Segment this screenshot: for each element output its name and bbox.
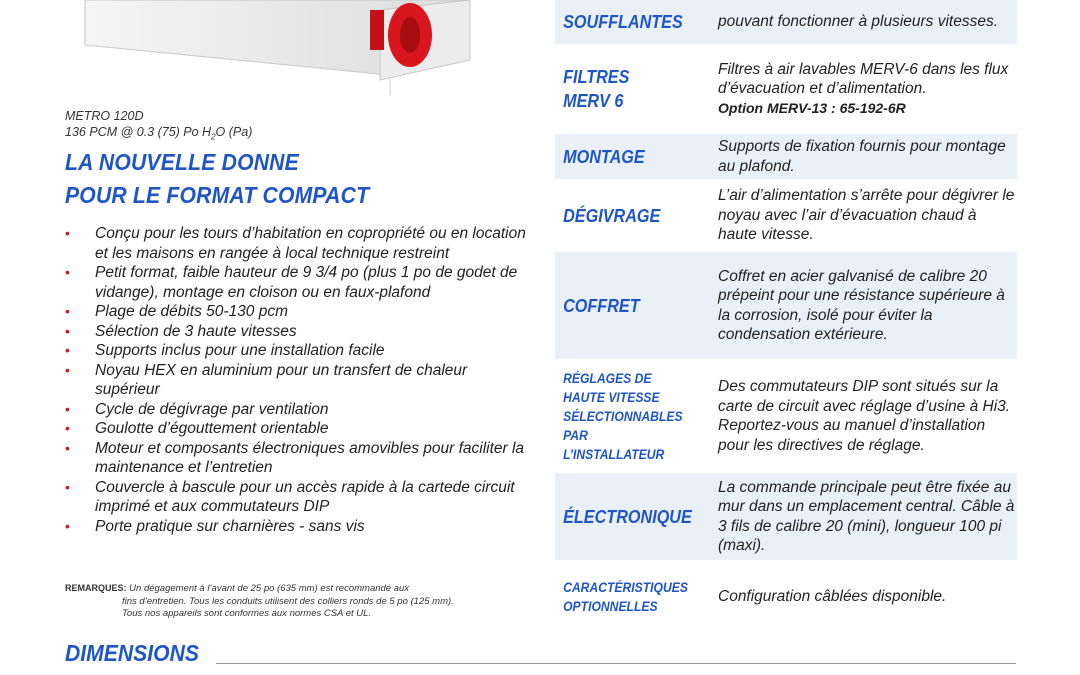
bullet-icon: •: [65, 420, 70, 436]
headline: [65, 146, 369, 212]
bullet-icon: •: [65, 225, 70, 241]
headline-line2: POUR LE FORMAT COMPACT: [65, 182, 370, 208]
spec-row-montage: [555, 134, 1017, 181]
spec-value: Des commutateurs DIP sont situés sur la carte de circuit avec réglage d’usine à Hi3. Reportez-vous au manuel d’installation pour les directives de réglage.: [718, 378, 1011, 454]
spec-value: Coffret en acier galvanisé de calibre 20 prépeint pour une résistance supérieure à la corrosion, isolé pour éviter la condensation extérieure.: [718, 267, 1005, 343]
spec-label: DÉGIVRAGE: [563, 205, 661, 226]
bullet-icon: •: [65, 478, 70, 495]
model-name: METRO 120D: [65, 109, 144, 123]
spec-label: MONTAGE: [563, 146, 645, 167]
bullet-icon: •: [65, 439, 70, 456]
list-item: • Noyau HEX en aluminium pour un transfert de chaleur supérieur: [65, 361, 468, 398]
list-item: • Supports inclus pour une installation facile: [65, 342, 385, 359]
spec-value: Supports de fixation fournis pour montage au plafond.: [718, 138, 1006, 175]
list-item: • Cycle de dégivrage par ventilation: [65, 400, 329, 418]
spec-table: [555, 0, 1017, 634]
list-item: • Plage de débits 50-130 pcm: [65, 303, 289, 320]
feature-list: [65, 224, 535, 536]
spec-value: La commande principale peut être fixée au mur dans un emplacement central. Câble à 3 fils de calibre 20 (mini), longueur 100 pi (maxi).: [718, 478, 1015, 554]
bullet-icon: •: [65, 517, 70, 534]
spec-option: Option MERV-13 : 65-192-6R: [718, 99, 906, 116]
remarks-line3: Tous nos appareils sont conformes aux normes CSA et UL.: [122, 608, 372, 619]
remarks-label: REMARQUES:: [65, 583, 127, 593]
list-item: • Moteur et composants électroniques amovibles pour faciliter la maintenance et l’entretien: [65, 439, 525, 476]
remarks: [65, 582, 535, 621]
product-image: [70, 0, 490, 95]
model-caption: [65, 108, 252, 146]
spec-row-reglages: [555, 361, 1017, 473]
bullet-icon: •: [65, 342, 70, 358]
list-item: • Sélection de 3 haute vitesses: [65, 322, 297, 340]
spec-row-filtres: [555, 46, 1017, 134]
spec-label: RÉGLAGES DE HAUTE VITESSE SÉLECTIONNABLES PAR L’INSTALLATEUR: [563, 370, 683, 462]
spec-row-optionnelles: [555, 562, 1017, 634]
spec-label: COFFRET: [563, 295, 640, 316]
divider: [216, 663, 1016, 664]
bullet-icon: •: [65, 264, 70, 280]
list-item: • Porte pratique sur charnières - sans vis: [65, 517, 365, 535]
spec-value: Filtres à air lavables MERV-6 dans les flux d’évacuation et d’alimentation. Option MERV-13 : 65-192-6R: [718, 60, 1009, 116]
spec-value: pouvant fonctionner à plusieurs vitesses.: [718, 13, 999, 31]
spec-label: ÉLECTRONIQUE: [563, 506, 692, 527]
bullet-icon: •: [65, 400, 70, 417]
spec-row-degivrage: [555, 181, 1017, 252]
bullet-icon: •: [65, 322, 70, 339]
spec-row-electronique: [555, 473, 1017, 562]
model-airflow: 136 PCM @ 0.3 (75) Po $H_2O$ (Pa): [65, 125, 253, 142]
spec-label: CARACTÉRISTIQUES OPTIONNELLES: [563, 580, 688, 614]
remarks-line2: fins d’entretien. Tous les conduits utilisent des colliers ronds de 5 po (125 mm).: [122, 595, 454, 607]
spec-value: L’air d’alimentation s’arrête pour dégivrer le noyau avec l’air d’évacuation chaud à haute vitesse.: [718, 187, 1015, 244]
list-item: • Conçu pour les tours d’habitation en copropriété ou en location et les maisons en rangée à local technique restreint: [65, 225, 526, 262]
list-item: • Couvercle à bascule pour un accès rapide à la cartede circuit imprimé et aux commutateurs DIP: [65, 478, 515, 515]
spec-value: Configuration câblées disponible.: [718, 588, 947, 606]
list-item: • Goulotte d’égouttement orientable: [65, 420, 329, 437]
spec-row-coffret: [555, 252, 1017, 361]
spec-row-soufflantes: [555, 0, 1017, 46]
dimensions-title: DIMENSIONS: [65, 640, 200, 666]
headline-line1: LA NOUVELLE DONNE: [65, 149, 299, 175]
spec-label: SOUFFLANTES: [563, 12, 683, 32]
remarks-line1: Un dégagement à l’avant de 25 po (635 mm) est recommandé aux: [129, 583, 410, 594]
list-item: • Petit format, faible hauteur de 9 3/4 po (plus 1 po de godet de vidange), montage en cloison ou en faux-plafond: [65, 264, 518, 301]
bullet-icon: •: [65, 303, 70, 319]
bullet-icon: •: [65, 361, 70, 378]
spec-label: FILTRES MERV 6: [563, 67, 630, 111]
